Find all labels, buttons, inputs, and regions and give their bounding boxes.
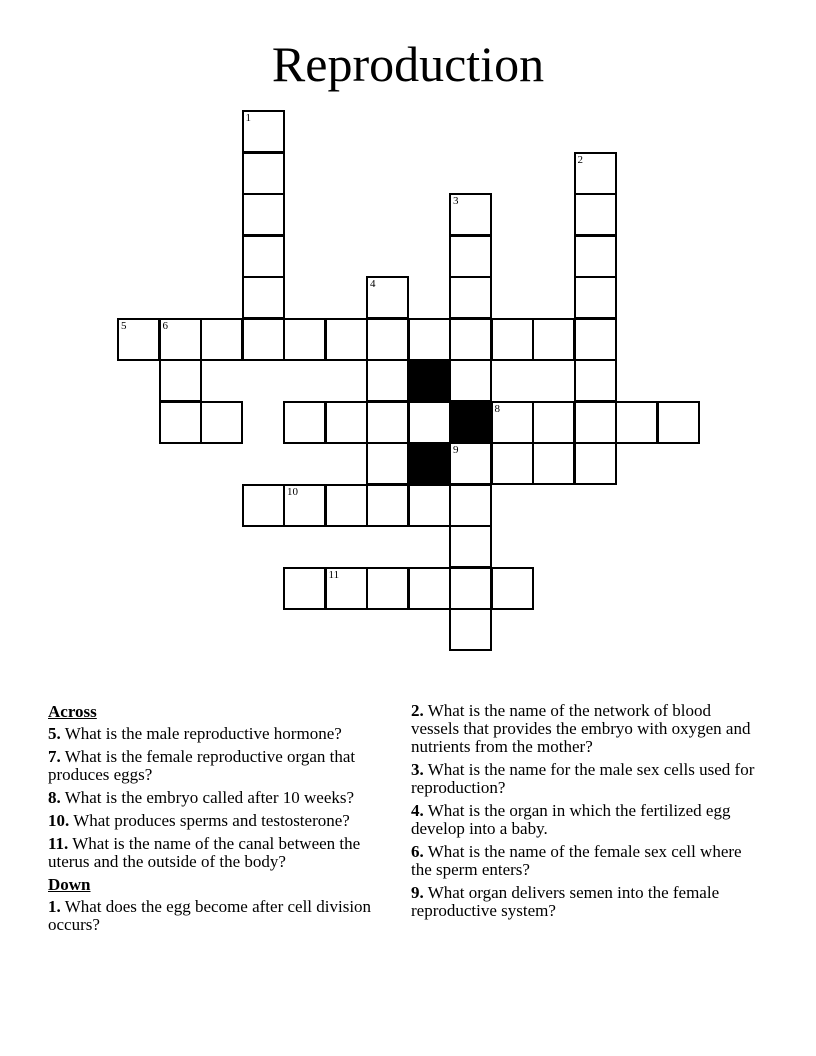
- clue-text: What is the male reproductive hormone?: [60, 724, 342, 743]
- grid-cell[interactable]: [283, 484, 326, 527]
- grid-cell[interactable]: [449, 235, 492, 278]
- clue-number: 2.: [411, 701, 424, 720]
- grid-cell[interactable]: [366, 484, 409, 527]
- clue-across-8: [48, 789, 393, 807]
- clue-down-2: [411, 702, 761, 756]
- clue-number: 10.: [48, 811, 70, 830]
- clue-text: What organ delivers semen into the female reproductive system?: [411, 883, 720, 920]
- grid-cell[interactable]: [283, 318, 326, 361]
- grid-cell[interactable]: [117, 318, 160, 361]
- grid-cell[interactable]: [449, 567, 492, 610]
- clue-number-label: 3: [453, 195, 459, 207]
- grid-cell[interactable]: [532, 401, 575, 444]
- clue-number-label: 5: [121, 319, 127, 332]
- grid-cell[interactable]: [449, 442, 492, 485]
- clue-number: 11.: [48, 834, 69, 853]
- clues-right-column: [411, 702, 761, 925]
- grid-cell[interactable]: [242, 152, 285, 195]
- grid-black-cell: [408, 442, 451, 485]
- clue-text: What is the name for the male sex cells used for reproduction?: [411, 760, 755, 797]
- grid-cell[interactable]: [449, 525, 492, 568]
- grid-cell[interactable]: [574, 276, 617, 319]
- clue-number: 4.: [411, 801, 424, 820]
- grid-cell[interactable]: [366, 359, 409, 402]
- grid-cell[interactable]: [574, 152, 617, 195]
- down-heading: Down: [48, 875, 91, 894]
- clue-number: 9.: [411, 883, 424, 902]
- across-heading: Across: [48, 702, 97, 721]
- clues-left-column: [48, 702, 393, 939]
- grid-cell[interactable]: [242, 276, 285, 319]
- grid-cell[interactable]: [574, 359, 617, 402]
- grid-cell[interactable]: [242, 193, 285, 236]
- grid-cell[interactable]: [242, 235, 285, 278]
- clue-number: 7.: [48, 747, 61, 766]
- grid-cell[interactable]: [325, 401, 368, 444]
- grid-cell[interactable]: [574, 401, 617, 444]
- clue-number: 3.: [411, 760, 424, 779]
- grid-cell[interactable]: [159, 318, 202, 361]
- grid-cell[interactable]: [657, 401, 700, 444]
- clue-text: What does the egg become after cell division occurs?: [48, 897, 372, 934]
- clue-number-label: 10: [287, 485, 298, 498]
- puzzle-title: Reproduction: [271, 36, 545, 92]
- grid-cell[interactable]: [491, 567, 534, 610]
- grid-cell[interactable]: [449, 608, 492, 651]
- clue-number-label: 9: [453, 444, 459, 456]
- grid-cell[interactable]: [449, 193, 492, 236]
- grid-cell[interactable]: [574, 193, 617, 236]
- clue-across-10: [48, 812, 393, 830]
- grid-cell[interactable]: [325, 318, 368, 361]
- clue-number-label: 2: [577, 153, 583, 166]
- clue-down-4: [411, 802, 761, 838]
- grid-cell[interactable]: [366, 276, 409, 319]
- clue-number-label: 6: [162, 319, 168, 332]
- clue-down-3: [411, 761, 761, 797]
- grid-cell[interactable]: [408, 484, 451, 527]
- grid-black-cell: [449, 401, 492, 444]
- grid-cell[interactable]: [159, 401, 202, 444]
- clue-text: What is the organ in which the fertilized egg develop into a baby.: [411, 801, 731, 838]
- clue-down-1: [48, 898, 393, 934]
- clue-text: What is the name of the female sex cell where the sperm enters?: [411, 842, 742, 879]
- grid-cell[interactable]: [574, 235, 617, 278]
- clue-number-label: 11: [328, 568, 340, 581]
- clue-down-9: [411, 884, 761, 920]
- grid-cell[interactable]: [491, 442, 534, 485]
- grid-black-cell: [408, 359, 451, 402]
- clue-number: 8.: [48, 788, 61, 807]
- grid-cell[interactable]: [366, 567, 409, 610]
- grid-cell[interactable]: [283, 567, 326, 610]
- grid-cell[interactable]: [366, 442, 409, 485]
- grid-cell[interactable]: [449, 359, 492, 402]
- grid-cell[interactable]: [532, 318, 575, 361]
- grid-cell[interactable]: [366, 318, 409, 361]
- grid-cell[interactable]: [449, 484, 492, 527]
- grid-cell[interactable]: [408, 567, 451, 610]
- grid-cell[interactable]: [242, 484, 285, 527]
- clue-across-11: [48, 835, 393, 871]
- grid-cell[interactable]: [366, 401, 409, 444]
- grid-cell[interactable]: [574, 442, 617, 485]
- grid-cell[interactable]: [574, 318, 617, 361]
- clue-number-label: 8: [494, 402, 500, 415]
- grid-cell[interactable]: [491, 318, 534, 361]
- grid-cell[interactable]: [449, 276, 492, 319]
- clue-down-6: [411, 843, 761, 879]
- grid-cell[interactable]: [200, 318, 243, 361]
- grid-cell[interactable]: [408, 401, 451, 444]
- grid-cell[interactable]: [449, 318, 492, 361]
- clue-number-label: 1: [245, 112, 251, 124]
- clue-number: 1.: [48, 897, 61, 916]
- grid-cell[interactable]: [532, 442, 575, 485]
- clue-across-7: [48, 748, 393, 784]
- clue-across-5: [48, 725, 393, 743]
- clue-text: What is the name of the canal between the uterus and the outside of the body?: [48, 834, 361, 871]
- clue-number: 6.: [411, 842, 424, 861]
- grid-cell[interactable]: [615, 401, 658, 444]
- clue-text: What is the name of the network of blood vessels that provides the embryo with oxygen and nutrients from the mother?: [411, 701, 751, 756]
- grid-cell[interactable]: [159, 359, 202, 402]
- grid-cell[interactable]: [283, 401, 326, 444]
- grid-cell[interactable]: [325, 567, 368, 610]
- grid-cell[interactable]: [200, 401, 243, 444]
- grid-cell[interactable]: [242, 318, 285, 361]
- grid-cell[interactable]: [491, 401, 534, 444]
- clue-text: What is the embryo called after 10 weeks?: [60, 788, 355, 807]
- clue-text: What is the female reproductive organ that produces eggs?: [48, 747, 356, 784]
- clue-number-label: 4: [370, 278, 376, 290]
- clue-text: What produces sperms and testosterone?: [69, 811, 350, 830]
- clue-number: 5.: [48, 724, 61, 743]
- grid-cell[interactable]: [325, 484, 368, 527]
- grid-cell[interactable]: [242, 110, 285, 153]
- grid-cell[interactable]: [408, 318, 451, 361]
